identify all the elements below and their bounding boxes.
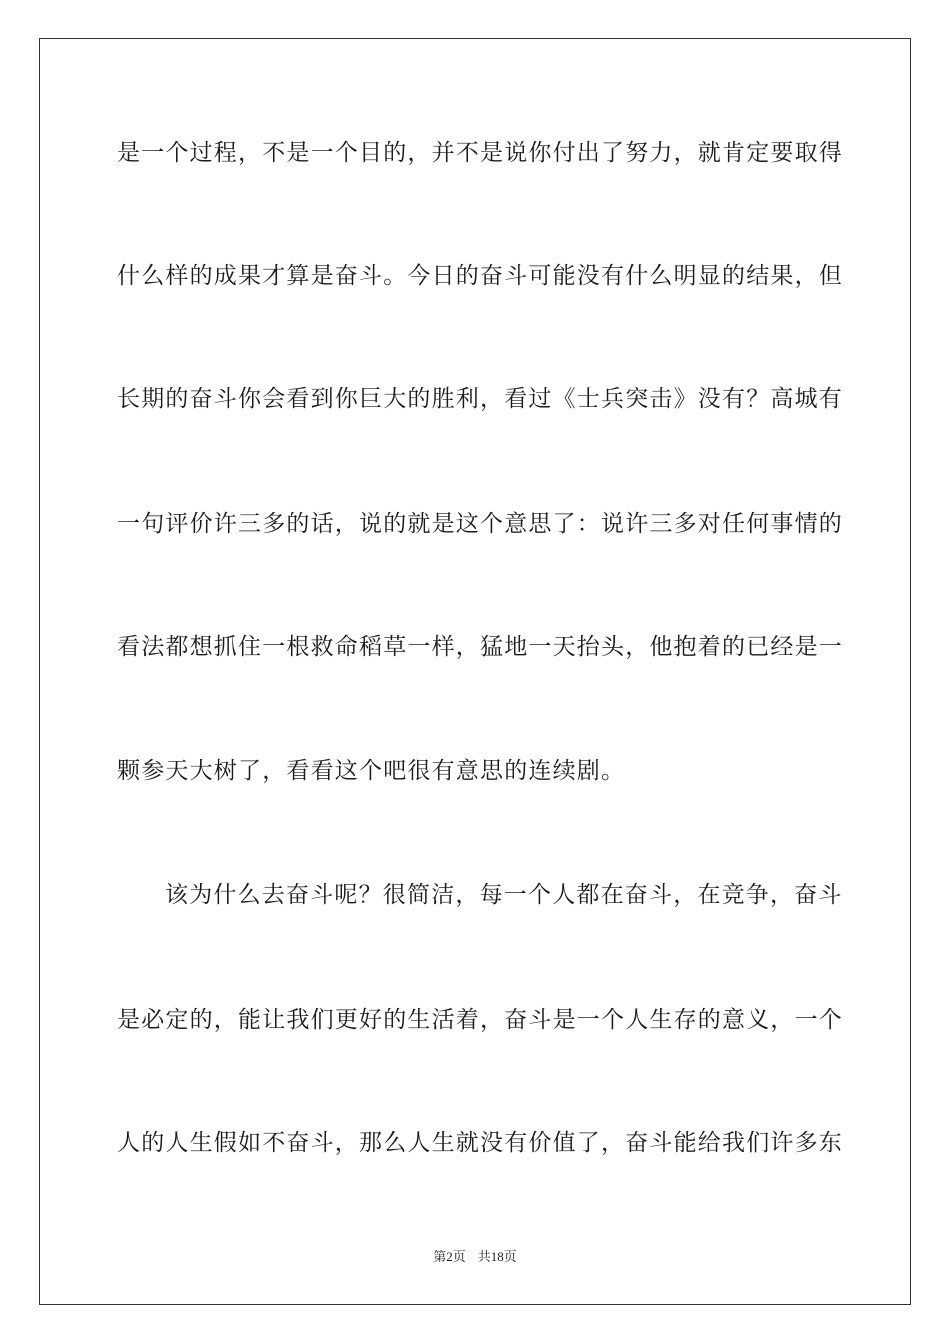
page-border <box>39 38 911 1305</box>
text-line: 长期的奋斗你会看到你巨大的胜利，看过《士兵突击》没有？高城有 <box>117 386 843 412</box>
page-number: 第2页 <box>433 1249 466 1264</box>
page-total: 共18页 <box>477 1249 517 1264</box>
text-line: 是一个过程，不是一个目的，并不是说你付出了努力，就肯定要取得 <box>117 140 843 166</box>
text-line: 什么样的成果才算是奋斗。今日的奋斗可能没有什么明显的结果，但 <box>117 263 843 289</box>
paragraph-first-line: 该为什么去奋斗呢？很简洁，每一个人都在奋斗，在竞争，奋斗 <box>165 882 843 908</box>
text-line: 是必定的，能让我们更好的生活着，奋斗是一个人生存的意义，一个 <box>117 1007 843 1033</box>
page-footer <box>0 1248 950 1266</box>
text-line: 人的人生假如不奋斗，那么人生就没有价值了，奋斗能给我们许多东 <box>117 1130 843 1156</box>
text-line: 一句评价许三多的话，说的就是这个意思了：说许三多对任何事情的 <box>117 511 843 537</box>
text-line: 看法都想抓住一根救命稻草一样，猛地一天抬头，他抱着的已经是一 <box>117 634 843 660</box>
text-line: 颗参天大树了，看看这个吧很有意思的连续剧。 <box>117 758 626 784</box>
